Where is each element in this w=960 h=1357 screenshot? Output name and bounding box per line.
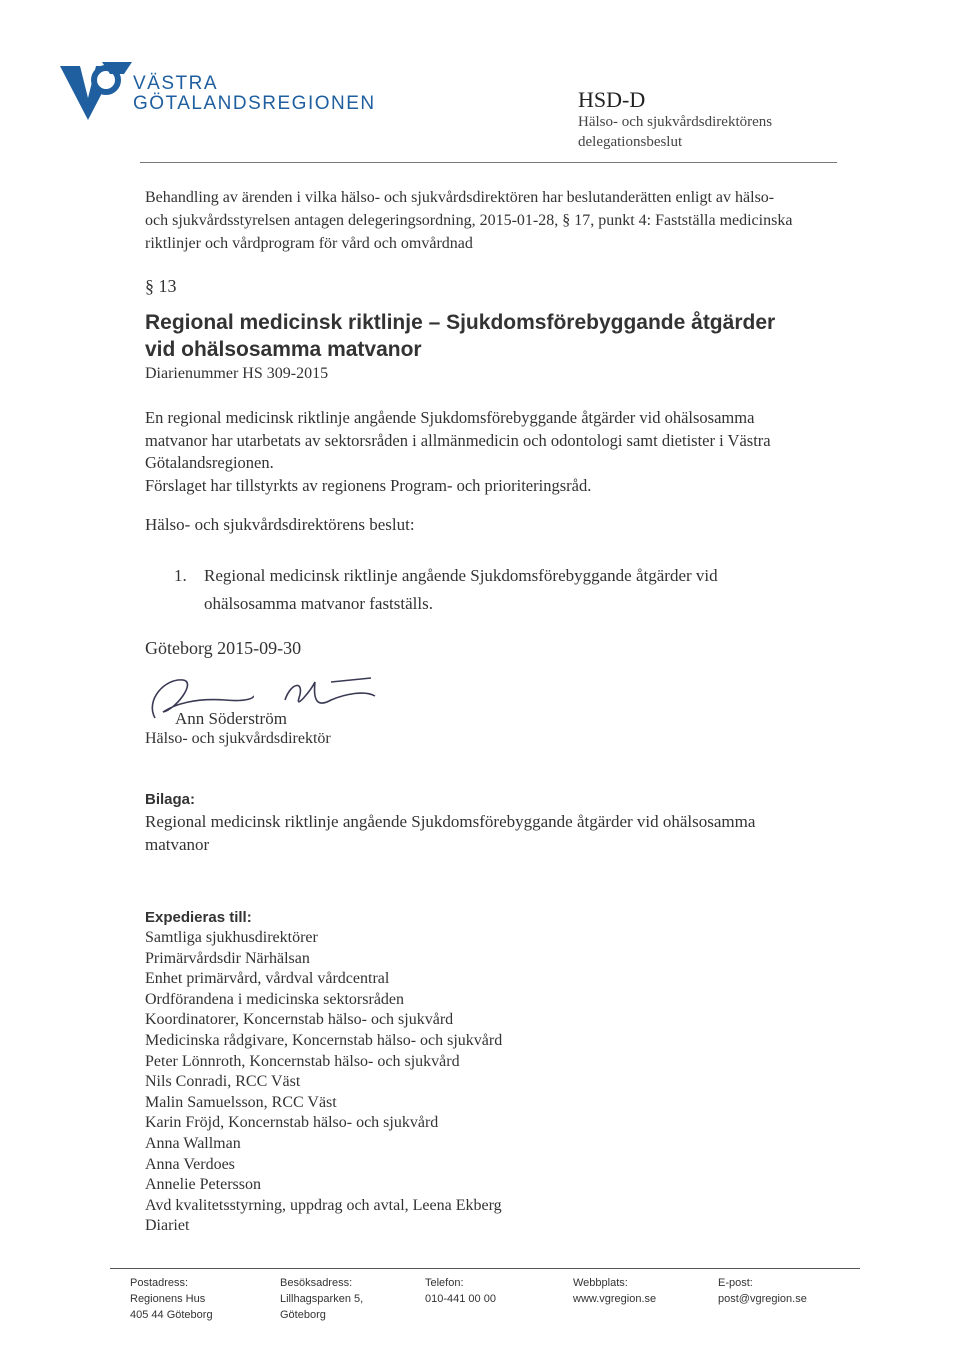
footer-label: E-post: <box>718 1277 753 1289</box>
website-link[interactable]: www.vgregion.se <box>573 1293 657 1305</box>
list-item: Nils Conradi, RCC Väst <box>145 1073 301 1091</box>
list-item: Medicinska rådgivare, Koncernstab hälso- och sjukvård <box>145 1031 503 1049</box>
org-name-line2: GÖTALANDSREGIONEN <box>133 93 376 114</box>
footer-value: 010-441 00 00 <box>425 1293 496 1305</box>
footer-label: Webbplats: <box>573 1277 628 1289</box>
body-text <box>145 407 785 497</box>
attachment-text: Regional medicinsk riktlinje angående Sjukdomsförebyggande åtgärder vid ohälsosamma matvanor <box>145 812 756 854</box>
footer-label: Telefon: <box>425 1277 464 1289</box>
case-number: Diarienummer HS 309-2015 <box>145 365 329 382</box>
list-item: Samtliga sjukhusdirektörer <box>145 929 318 946</box>
organization-name <box>133 74 376 114</box>
footer-label: Postadress: <box>130 1277 189 1289</box>
list-item: Annelie Petersson <box>145 1176 261 1194</box>
footer-visit-address <box>280 1275 363 1323</box>
list-item: Peter Lönnroth, Koncernstab hälso- och sjukvård <box>145 1052 460 1070</box>
signer-name: Ann Söderström <box>175 709 287 728</box>
org-name-line1: VÄSTRA <box>133 73 219 94</box>
decision-title: Regional medicinsk riktlinje – Sjukdomsförebyggande åtgärder vid ohälsosamma matvanor <box>145 311 776 361</box>
intro-paragraph: Behandling av ärenden i vilka hälso- och sjukvårdsdirektören har beslutanderätten enligt av hälso- och sjukvårdsstyrelsen antagen delegeringsordning, 2015-01-28, § 17, punkt 4: Fastställa medicinska riktlinjer och vårdprogram för vård och omvårdnad <box>145 189 793 252</box>
list-item: Enhet primärvård, vårdval vårdcentral <box>145 970 390 988</box>
decision-item-text: Regional medicinsk riktlinje angående Sjukdomsförebyggande åtgärder vid ohälsosamma matvanor fastställs. <box>204 566 718 613</box>
region-logo-icon <box>58 58 138 122</box>
document-header <box>578 88 772 152</box>
list-item: Koordinatorer, Koncernstab hälso- och sjukvård <box>145 1011 454 1029</box>
header-divider <box>140 162 837 163</box>
footer-divider <box>110 1268 860 1269</box>
signer-title: Hälso- och sjukvårdsdirektör <box>145 730 331 747</box>
document-code: HSD-D <box>578 87 646 112</box>
list-item: Malin Samuelsson, RCC Väst <box>145 1093 337 1111</box>
list-item: Avd kvalitetsstyrning, uppdrag och avtal, Leena Ekberg <box>145 1196 502 1214</box>
body-paragraph: En regional medicinsk riktlinje angående Sjukdomsförebyggande åtgärder vid ohälsosamma matvanor har utarbetats av sektorsråden i allmänmedicin och odontologi samt dietister i Västra Götalandsregionen. <box>145 408 771 472</box>
footer-value: Göteborg <box>280 1309 326 1321</box>
list-item: Ordförandena i medicinska sektorsråden <box>145 990 405 1008</box>
list-item: Karin Fröjd, Koncernstab hälso- och sjukvård <box>145 1114 439 1132</box>
list-item: Primärvårdsdir Närhälsan <box>145 949 310 967</box>
list-item: Anna Wallman <box>145 1134 241 1152</box>
list-item: Diariet <box>145 1217 190 1235</box>
distribution-list <box>145 928 665 1237</box>
decision-item <box>174 562 784 618</box>
footer-label: Besöksadress: <box>280 1277 353 1289</box>
document-type-line1: Hälso- och sjukvårdsdirektörens <box>578 114 773 130</box>
list-item: Anna Verdoes <box>145 1155 235 1173</box>
footer-value: Regionens Hus <box>130 1293 206 1305</box>
footer-postal-address <box>130 1275 213 1323</box>
footer-email <box>718 1275 807 1307</box>
footer-value: 405 44 Göteborg <box>130 1309 213 1321</box>
footer-value: Lillhagsparken 5, <box>280 1293 364 1305</box>
distribution-label: Expedieras till: <box>145 909 252 926</box>
decision-heading: Hälso- och sjukvårdsdirektörens beslut: <box>145 515 415 534</box>
decision-item-number: 1. <box>174 566 187 585</box>
document-type-line2: delegationsbeslut <box>578 134 683 150</box>
place-date: Göteborg 2015-09-30 <box>145 638 302 658</box>
paragraph-number: § 13 <box>145 276 177 296</box>
body-paragraph-2: Förslaget har tillstyrkts av regionens Program- och prioriteringsråd. <box>145 475 592 495</box>
email-link[interactable]: post@vgregion.se <box>718 1293 807 1305</box>
footer-website <box>573 1275 656 1307</box>
footer-phone <box>425 1275 496 1307</box>
attachment-label: Bilaga: <box>145 791 196 808</box>
